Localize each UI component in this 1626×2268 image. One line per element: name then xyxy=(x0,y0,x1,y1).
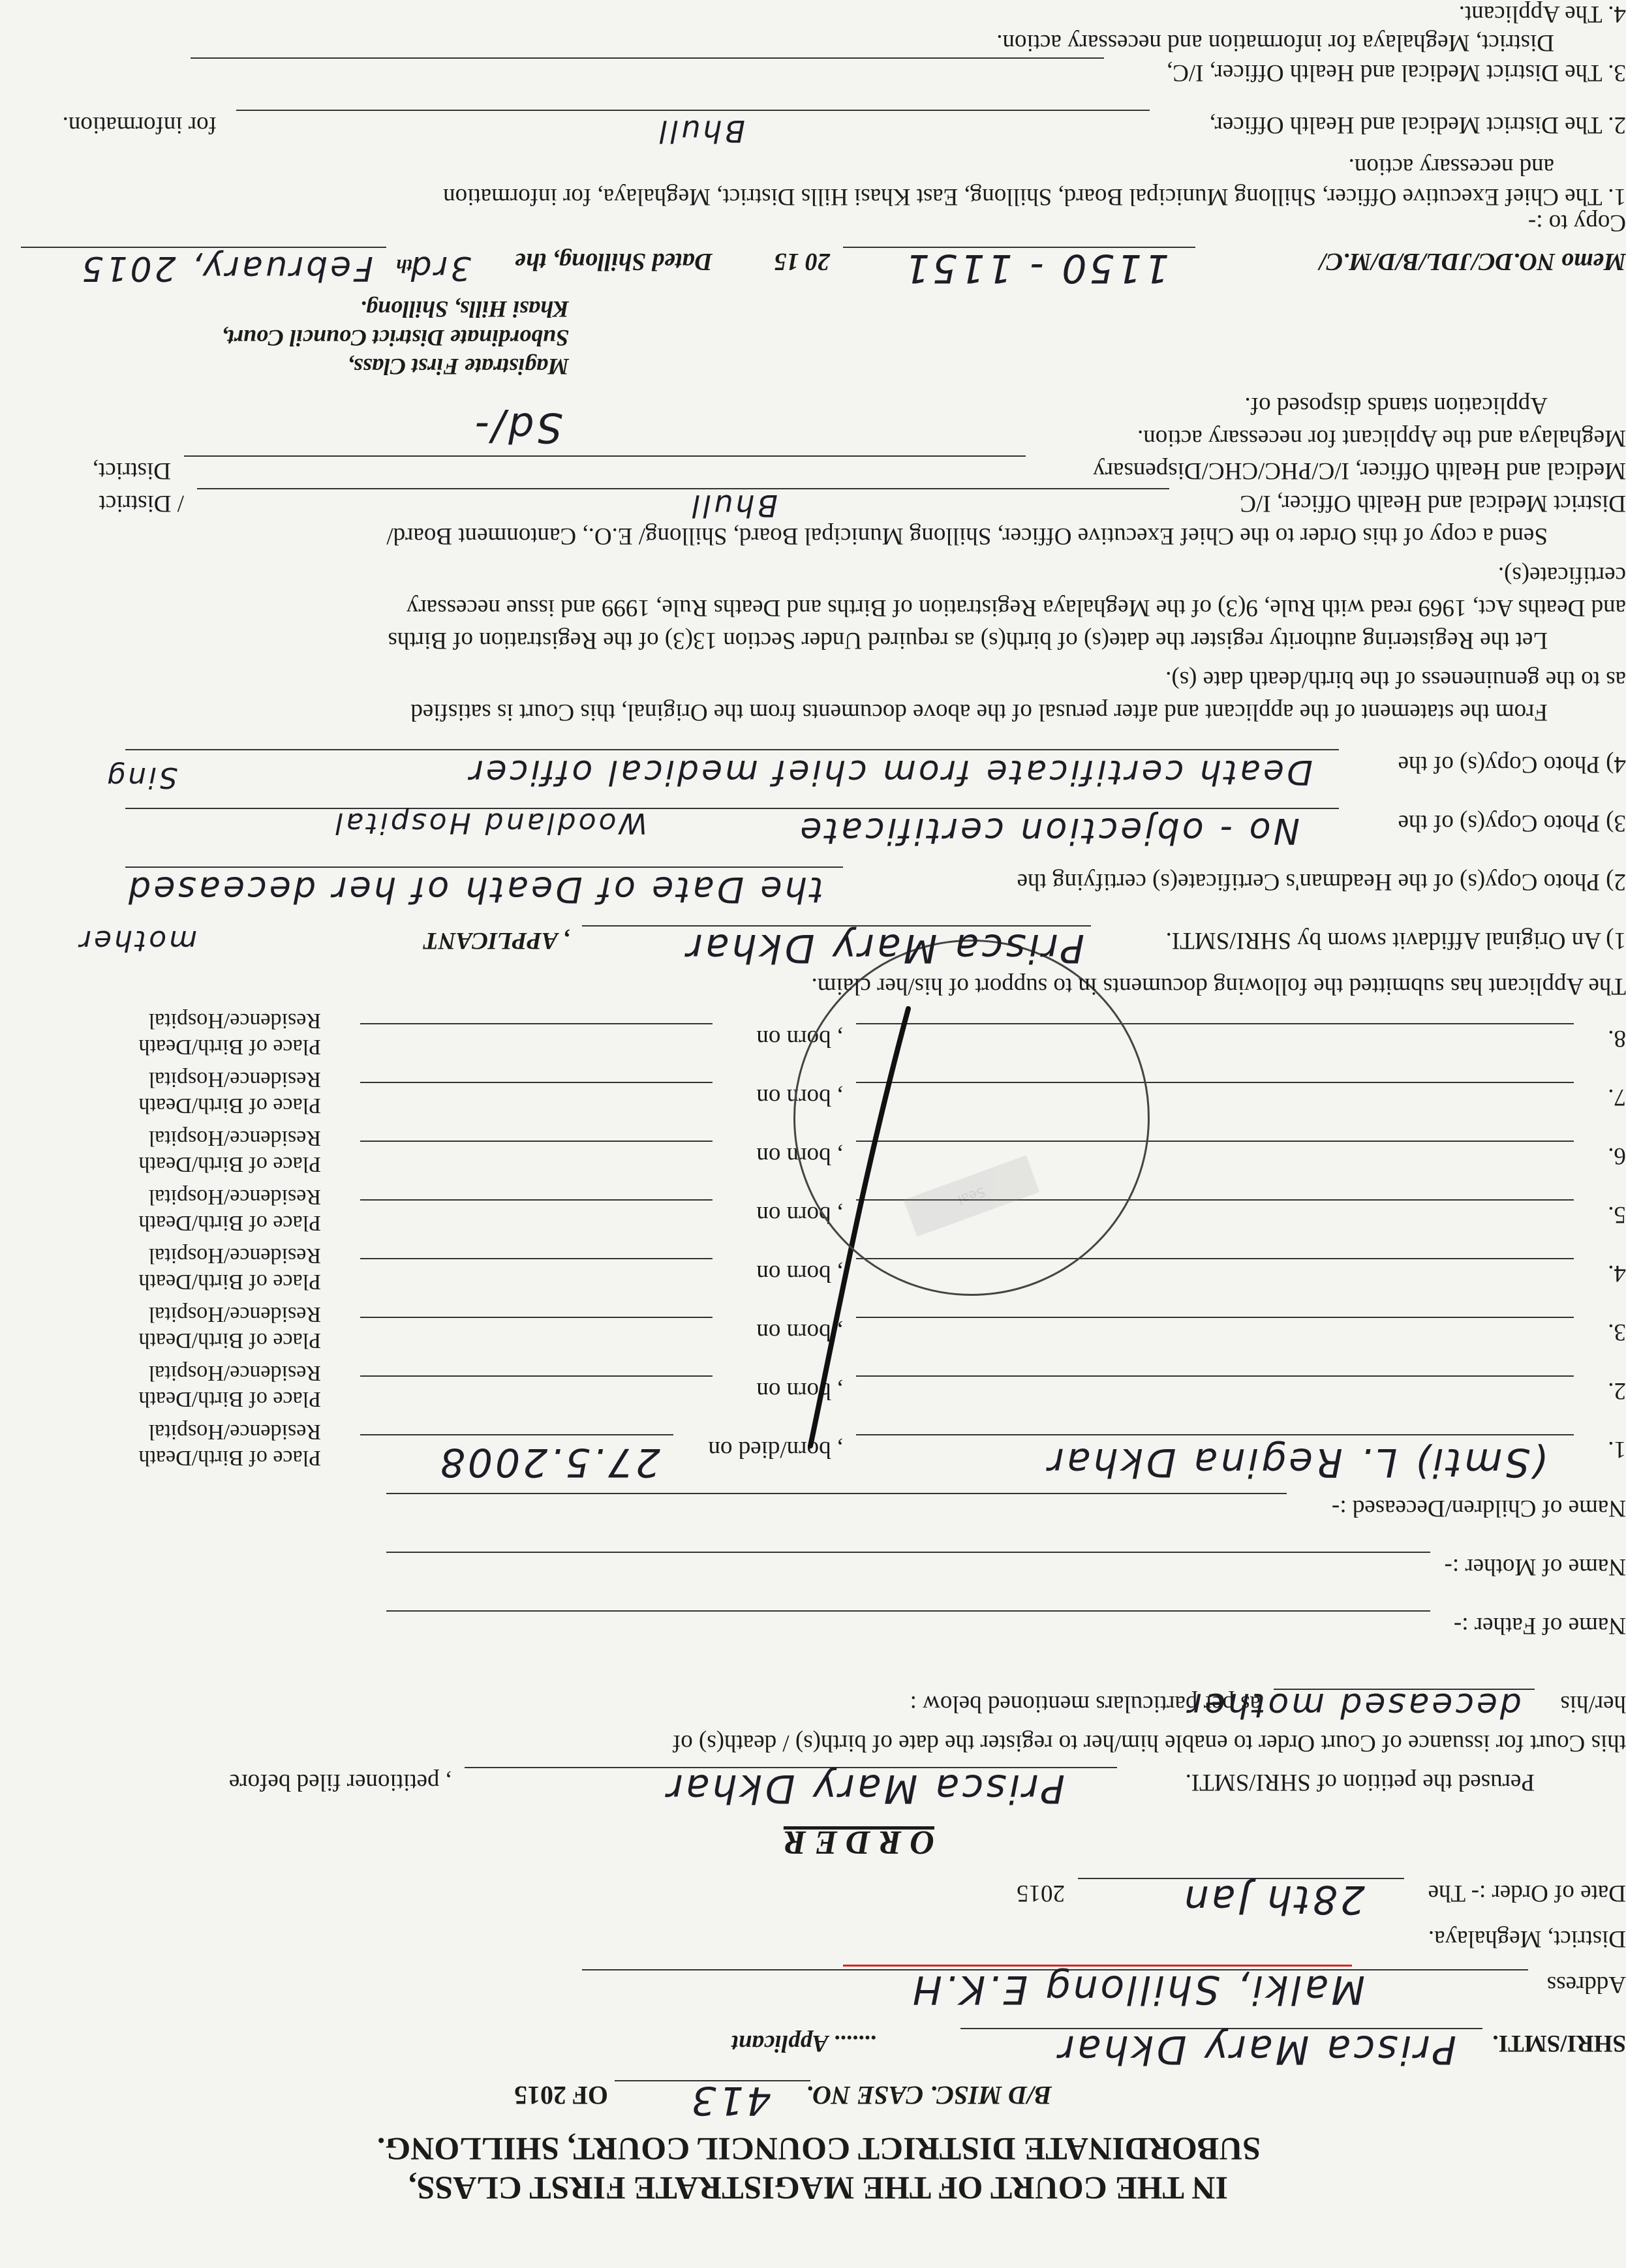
memo-prefix: Memo NO.DC/JDL/B/D/M.C/ xyxy=(1319,248,1626,275)
place-birth-death: Place of Birth/Death xyxy=(138,1270,321,1294)
p3b-line xyxy=(197,488,1169,489)
date-line xyxy=(360,1434,673,1435)
body-p2c: certificate(s). xyxy=(1497,562,1626,589)
copy-item-1a: 1. The Chief Executive Officer, Shillong Municipal Board, Shillong, East Khasi Hills District, Meghalaya, for information xyxy=(443,183,1626,210)
copy-item-1b: and necessary action. xyxy=(1348,153,1554,180)
date-line xyxy=(360,1199,713,1201)
residence-hospital: Residence/Hospital xyxy=(148,1420,321,1444)
date-line xyxy=(360,1082,713,1083)
born-on: , born on xyxy=(756,1377,843,1404)
magistrate-line2: Subordinate District Council Court, xyxy=(221,325,569,351)
particulars-text: as per particulars mentioned below : xyxy=(910,1691,1261,1717)
magistrate-line1: Magistrate First Class, xyxy=(347,354,569,380)
row-line xyxy=(856,1375,1574,1377)
case-of-year: OF 2015 xyxy=(514,2081,608,2110)
place-birth-death: Place of Birth/Death xyxy=(138,1035,321,1059)
address-value: Malki, Shillong E.K.H xyxy=(910,1967,1365,2012)
residence-hospital: Residence/Hospital xyxy=(148,1361,321,1385)
body-p1a: From the statement of the applicant and after perusal of the above documents from the Original, this Court is satisfied xyxy=(410,699,1548,726)
residence-hospital: Residence/Hospital xyxy=(148,1126,321,1150)
body-p3b-end: / District xyxy=(99,490,184,517)
place-stack xyxy=(139,1007,321,1060)
place-stack xyxy=(139,1242,321,1295)
row-number: 2. xyxy=(1608,1377,1626,1404)
place-birth-death: Place of Birth/Death xyxy=(138,1446,321,1470)
copy-item-2-end: for information. xyxy=(62,112,217,138)
children-line xyxy=(386,1493,1287,1494)
doc4-prefix: 4) Photo Copy(s) of the xyxy=(1398,751,1626,778)
father-label: Name of Father :- xyxy=(1453,1612,1626,1639)
perused-name: Prisca Mary Dkhar xyxy=(664,1766,1065,1811)
residence-hospital: Residence/Hospital xyxy=(148,1185,321,1209)
copy-item-4: 4. The Applicant. xyxy=(1458,1,1626,27)
documents-intro: The Applicant has submitted the following documents in to support of his/her claim. xyxy=(811,973,1626,1000)
body-p3c-end: District, xyxy=(92,457,171,484)
memo-dated-label: Dated Shillong, the xyxy=(515,248,713,275)
magistrate-line3: Khasi Hills, Shillong. xyxy=(360,296,569,322)
residence-hospital: Residence/Hospital xyxy=(148,1244,321,1268)
doc3-prefix: 3) Photo Copy(s) of the xyxy=(1398,810,1626,836)
date-line xyxy=(360,1317,713,1318)
body-p3a: Send a copy of this Order to the Chief Executive Officer, Shillong Municipal Board, Shillong/ E.O., Cantonment Board/ xyxy=(386,523,1548,549)
born-on: , born on xyxy=(756,1025,843,1052)
place-birth-death: Place of Birth/Death xyxy=(138,1211,321,1235)
copy-to-title: Copy to :- xyxy=(1527,209,1626,236)
case-number: 413 xyxy=(688,2077,771,2123)
place-birth-death: Place of Birth/Death xyxy=(138,1152,321,1176)
place-birth-death: Place of Birth/Death xyxy=(138,1094,321,1118)
copy-item-3b: District, Meghalaya for information and necessary action. xyxy=(996,29,1554,56)
date-of-order-value: 28th Jan xyxy=(1181,1877,1365,1922)
body-p3d: Meghalaya and the Applicant for necessary action. xyxy=(1137,425,1626,452)
doc3-handwritten-2: Woodland Hospital xyxy=(333,806,647,840)
doc1-handwritten-end: mother xyxy=(76,924,197,957)
row-line xyxy=(856,1434,1574,1435)
signature-sd: Sd/- xyxy=(472,404,562,452)
date-line xyxy=(360,1258,713,1259)
doc1-suffix: , APPLICANT xyxy=(423,927,569,954)
place-stack xyxy=(139,1301,321,1353)
shri-label: SHRI/SMTI. xyxy=(1492,2030,1626,2057)
doc2-prefix: 2) Photo Copy(s) of the Headman's Certificate(s) certifying the xyxy=(1017,868,1626,895)
row-number: 1. xyxy=(1608,1436,1626,1463)
body-p3b: District Medical and Health Officer, I/C xyxy=(1240,490,1626,517)
doc3-handwritten: No - objection certificate xyxy=(797,810,1300,851)
copy-2-initials: Bhull xyxy=(656,114,745,149)
children-label: Name of Children/Deceased :- xyxy=(1331,1495,1626,1522)
residence-hospital: Residence/Hospital xyxy=(148,1067,321,1092)
doc1-name: Prisca Mary Dkhar xyxy=(684,925,1084,971)
row-number: 5. xyxy=(1608,1201,1626,1228)
mother-line xyxy=(386,1552,1430,1553)
memo-th: th xyxy=(395,255,412,277)
born-on: , born on xyxy=(756,1084,843,1111)
row-number: 8. xyxy=(1608,1025,1626,1052)
body-p3c: Medical and Health Officer, I/C/PHC/CHC/Dispensary xyxy=(1093,457,1626,484)
place-stack xyxy=(139,1066,321,1118)
residence-hospital: Residence/Hospital xyxy=(148,1302,321,1326)
red-underline xyxy=(843,1965,1352,1967)
address-label: Address xyxy=(1546,1971,1626,1998)
copy-3-line xyxy=(191,57,1104,59)
body-p2b: and Deaths Act, 1969 read with Rule, 9(3) of the Meghalaya Registration of Births and Deaths Rule, 1999 and issue necessary xyxy=(406,594,1626,621)
row-number: 6. xyxy=(1608,1142,1626,1169)
place-birth-death: Place of Birth/Death xyxy=(138,1328,321,1353)
p3c-line xyxy=(184,455,1026,457)
memo-year: 20 15 xyxy=(774,248,830,275)
doc2-handwritten: the Date of Death of her deceased xyxy=(126,869,823,910)
date-of-order-label: Date of Order :- The xyxy=(1428,1880,1626,1907)
date-line xyxy=(360,1141,713,1142)
row-number: 3. xyxy=(1608,1319,1626,1345)
memo-day: 3rd xyxy=(408,249,471,287)
perused-prefix: Perused the petition of SHRI/SMTI. xyxy=(1185,1769,1535,1796)
mother-label: Name of Mother :- xyxy=(1444,1554,1626,1580)
child-name-1: (Smti) L. Regina Dkhar xyxy=(1045,1439,1548,1485)
row-number: 7. xyxy=(1608,1084,1626,1111)
her-his-label: her/his xyxy=(1560,1691,1626,1717)
case-prefix: B/D MISC. CASE NO. xyxy=(806,2081,1052,2110)
seal-text: Seal xyxy=(904,1156,1039,1237)
court-title-line2: SUBORDINATE DISTRICT COUNCIL COURT, SHILLONG. xyxy=(376,2131,1261,2168)
date-line xyxy=(360,1023,713,1024)
place-birth-death: Place of Birth/Death xyxy=(138,1387,321,1411)
date-of-order-year: 2015 xyxy=(1017,1880,1065,1907)
order-line2: this Court for issuance of Court Order to enable him/her to register the date of birth(s) / death(s) of xyxy=(672,1730,1626,1756)
born-on: , born on xyxy=(756,1142,843,1169)
body-p4: Application stands disposed of. xyxy=(1244,392,1548,419)
place-stack xyxy=(139,1360,321,1412)
doc4-handwritten-2: Sing xyxy=(104,761,177,794)
memo-month: February, 2015 xyxy=(79,249,373,288)
born-on: , born on xyxy=(756,1260,843,1287)
body-p2a: Let the Registering authority register the date(s) of birth(s) as required Under Section 13(3) of the Registration of Births xyxy=(388,627,1548,654)
father-line xyxy=(386,1610,1430,1612)
row-number: 4. xyxy=(1608,1260,1626,1287)
body-p1b: as to the genuineness of the birth/death date (s). xyxy=(1165,666,1626,693)
doc4-handwritten: Death certificate from chief medical officer xyxy=(467,752,1313,791)
order-title: O R D E R xyxy=(783,1824,934,1861)
perused-suffix: , petitioner filed before xyxy=(228,1769,452,1796)
place-stack xyxy=(139,1418,321,1471)
court-title-line1: IN THE COURT OF THE MAGISTRATE FIRST CLASS, xyxy=(408,2170,1228,2207)
place-stack xyxy=(139,1184,321,1236)
place-stack xyxy=(139,1125,321,1177)
applicant-suffix: ....... Applicant xyxy=(731,2030,876,2057)
copy-item-3a: 3. The District Medical and Health Officer, I/C, xyxy=(1166,59,1626,86)
born-died-on: , born/died on xyxy=(708,1436,843,1463)
memo-number: 1150 - 1151 xyxy=(902,245,1169,291)
child-date-1: 27.5.2008 xyxy=(437,1439,660,1485)
doc1-prefix: 1) An Original Affidavit sworn by SHRI/SMTI. xyxy=(1165,927,1626,954)
date-line xyxy=(360,1375,713,1377)
applicant-name: Prisca Mary Dkhar xyxy=(1056,2027,1456,2072)
copy-item-2: 2. The District Medical and Health Officer, xyxy=(1209,112,1626,138)
born-on: , born on xyxy=(756,1201,843,1228)
row-line xyxy=(856,1317,1574,1318)
residence-hospital: Residence/Hospital xyxy=(148,1009,321,1033)
relation-handwritten: deceased mother xyxy=(1185,1685,1522,1724)
district-label: District, Meghalaya. xyxy=(1428,1925,1626,1952)
initials-mark: Bhull xyxy=(689,488,778,523)
born-on: , born on xyxy=(756,1319,843,1345)
